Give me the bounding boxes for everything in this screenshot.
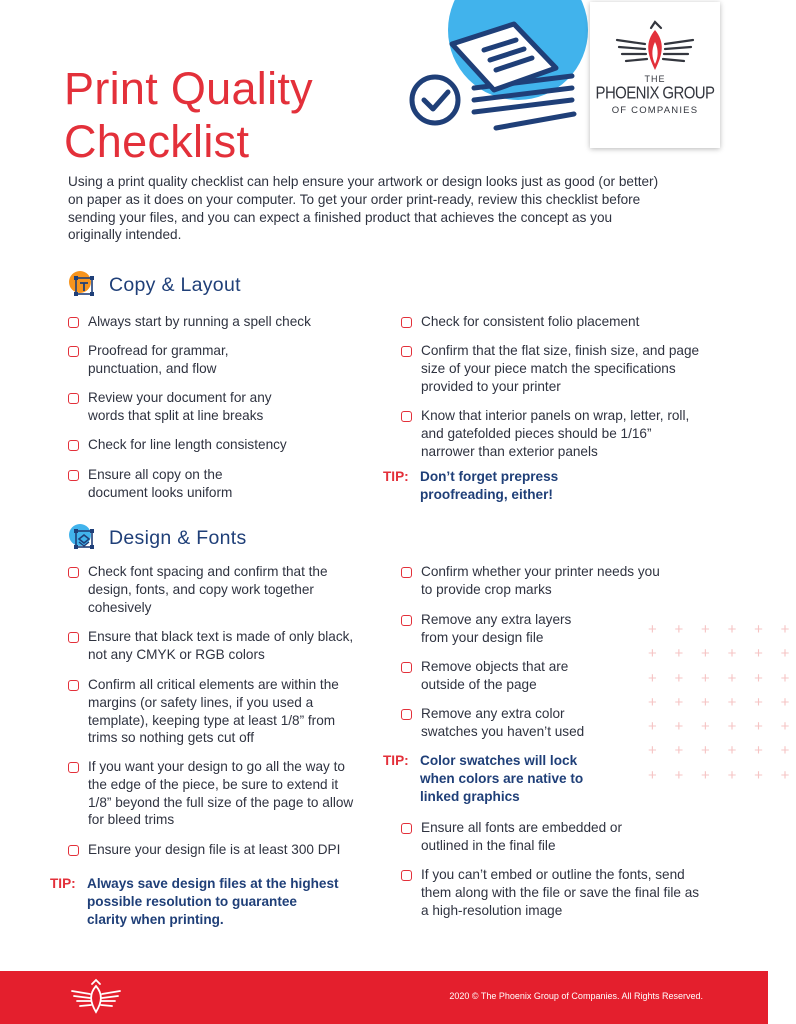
checklist-item[interactable]: Remove any extra color swatches you haven’t used bbox=[401, 705, 616, 741]
checkbox-icon[interactable] bbox=[401, 615, 412, 626]
checkbox-icon[interactable] bbox=[68, 567, 79, 578]
checkbox-icon[interactable] bbox=[401, 317, 412, 328]
section-design-fonts bbox=[68, 523, 247, 553]
page-title bbox=[64, 62, 313, 168]
section-heading: Copy & Layout bbox=[109, 273, 241, 296]
checkbox-icon[interactable] bbox=[68, 845, 79, 856]
checklist-item[interactable]: Confirm whether your printer needs you to provide crop marks bbox=[401, 563, 671, 599]
checkbox-icon[interactable] bbox=[68, 632, 79, 643]
decorative-plus-pattern: + + + + + + + + + + + + + + + + + + + + + + + + + + + + + + + + + + + + + + + + + + bbox=[648, 621, 796, 784]
checkbox-icon[interactable] bbox=[401, 567, 412, 578]
checkbox-icon[interactable] bbox=[68, 680, 79, 691]
tip-label: TIP: bbox=[383, 469, 409, 484]
checkbox-icon[interactable] bbox=[68, 346, 79, 357]
checklist-item[interactable]: Confirm that the flat size, finish size, and page size of your piece match the specifications provided to your printer bbox=[401, 342, 701, 395]
logo-line-2: PHOENIX GROUP bbox=[595, 83, 715, 104]
checklist-item[interactable]: Ensure all fonts are embedded or outlined in the final file bbox=[401, 819, 641, 855]
checklist-item[interactable]: If you want your design to go all the way to the edge of the piece, be sure to extend it 1/8” beyond the full size of the page to allow for bleed trims bbox=[68, 758, 358, 829]
phoenix-logo-icon bbox=[615, 20, 695, 76]
checkbox-icon[interactable] bbox=[401, 346, 412, 357]
footer bbox=[0, 971, 768, 1024]
tip-callout bbox=[383, 752, 613, 806]
tip-text: Color swatches will lock when colors are native to linked graphics bbox=[420, 753, 584, 804]
checklist-item[interactable]: Remove objects that are outside of the page bbox=[401, 658, 601, 694]
phoenix-footer-icon bbox=[70, 979, 122, 1015]
intro-paragraph: Using a print quality checklist can help ensure your artwork or design looks just as good (or better) on paper as it does on your computer. To get your order print-ready, review this checklist before sending your files, and you can expect a finished product that achieves the concept as you originally intended. bbox=[68, 174, 659, 243]
section-heading: Design & Fonts bbox=[109, 526, 247, 549]
section-copy-layout bbox=[68, 270, 241, 300]
layout-icon bbox=[68, 270, 98, 300]
checklist-item[interactable]: Proofread for grammar, punctuation, and flow bbox=[68, 342, 268, 378]
checklist-item[interactable]: If you can’t embed or outline the fonts, send them along with the file or save the final file as a high-resolution image bbox=[401, 866, 701, 919]
tip-text: Don’t forget prepress proofreading, either! bbox=[420, 469, 559, 502]
checklist-item[interactable]: Ensure all copy on the document looks uniform bbox=[68, 466, 278, 502]
checkbox-icon[interactable] bbox=[401, 411, 412, 422]
checklist-item[interactable]: Know that interior panels on wrap, letter, roll, and gatefolded pieces should be 1/16” narrower than exterior panels bbox=[401, 407, 701, 460]
tip-callout bbox=[50, 875, 340, 929]
checklist-item[interactable]: Check for consistent folio placement bbox=[401, 313, 721, 331]
title-line-2: Checklist bbox=[64, 116, 250, 167]
company-logo bbox=[590, 2, 720, 148]
tip-text: Always save design files at the highest possible resolution to guarantee clarity when printing. bbox=[87, 876, 339, 927]
checklist-item[interactable]: Check font spacing and confirm that the design, fonts, and copy work together cohesively bbox=[68, 563, 330, 616]
checkbox-icon[interactable] bbox=[68, 317, 79, 328]
checklist-item[interactable]: Confirm all critical elements are within the margins (or safety lines, if you used a template), keeping type at least 1/8” from trims so nothing gets cut off bbox=[68, 676, 368, 747]
copyright-text: 2020 © The Phoenix Group of Companies. All Rights Reserved. bbox=[449, 991, 703, 1001]
checklist-item[interactable]: Remove any extra layers from your design file bbox=[401, 611, 601, 647]
checkbox-icon[interactable] bbox=[68, 393, 79, 404]
layers-icon bbox=[68, 523, 98, 553]
checkbox-icon[interactable] bbox=[68, 762, 79, 773]
checklist-item[interactable]: Ensure your design file is at least 300 DPI bbox=[68, 841, 388, 859]
checkbox-icon[interactable] bbox=[401, 662, 412, 673]
document-check-icon bbox=[404, 10, 594, 135]
checkbox-icon[interactable] bbox=[68, 470, 79, 481]
tip-label: TIP: bbox=[50, 876, 76, 891]
checklist-item[interactable]: Ensure that black text is made of only black, not any CMYK or RGB colors bbox=[68, 628, 363, 664]
checkbox-icon[interactable] bbox=[401, 709, 412, 720]
logo-line-1: THE bbox=[644, 74, 666, 84]
checkbox-icon[interactable] bbox=[401, 870, 412, 881]
checkbox-icon[interactable] bbox=[401, 823, 412, 834]
title-line-1: Print Quality bbox=[64, 63, 313, 114]
checkbox-icon[interactable] bbox=[68, 440, 79, 451]
tip-label: TIP: bbox=[383, 753, 409, 768]
checklist-item[interactable]: Check for line length consistency bbox=[68, 436, 368, 454]
logo-line-3: OF COMPANIES bbox=[611, 105, 699, 116]
tip-callout bbox=[383, 468, 633, 504]
checklist-item[interactable]: Always start by running a spell check bbox=[68, 313, 368, 331]
checklist-item[interactable]: Review your document for any words that split at line breaks bbox=[68, 389, 308, 425]
